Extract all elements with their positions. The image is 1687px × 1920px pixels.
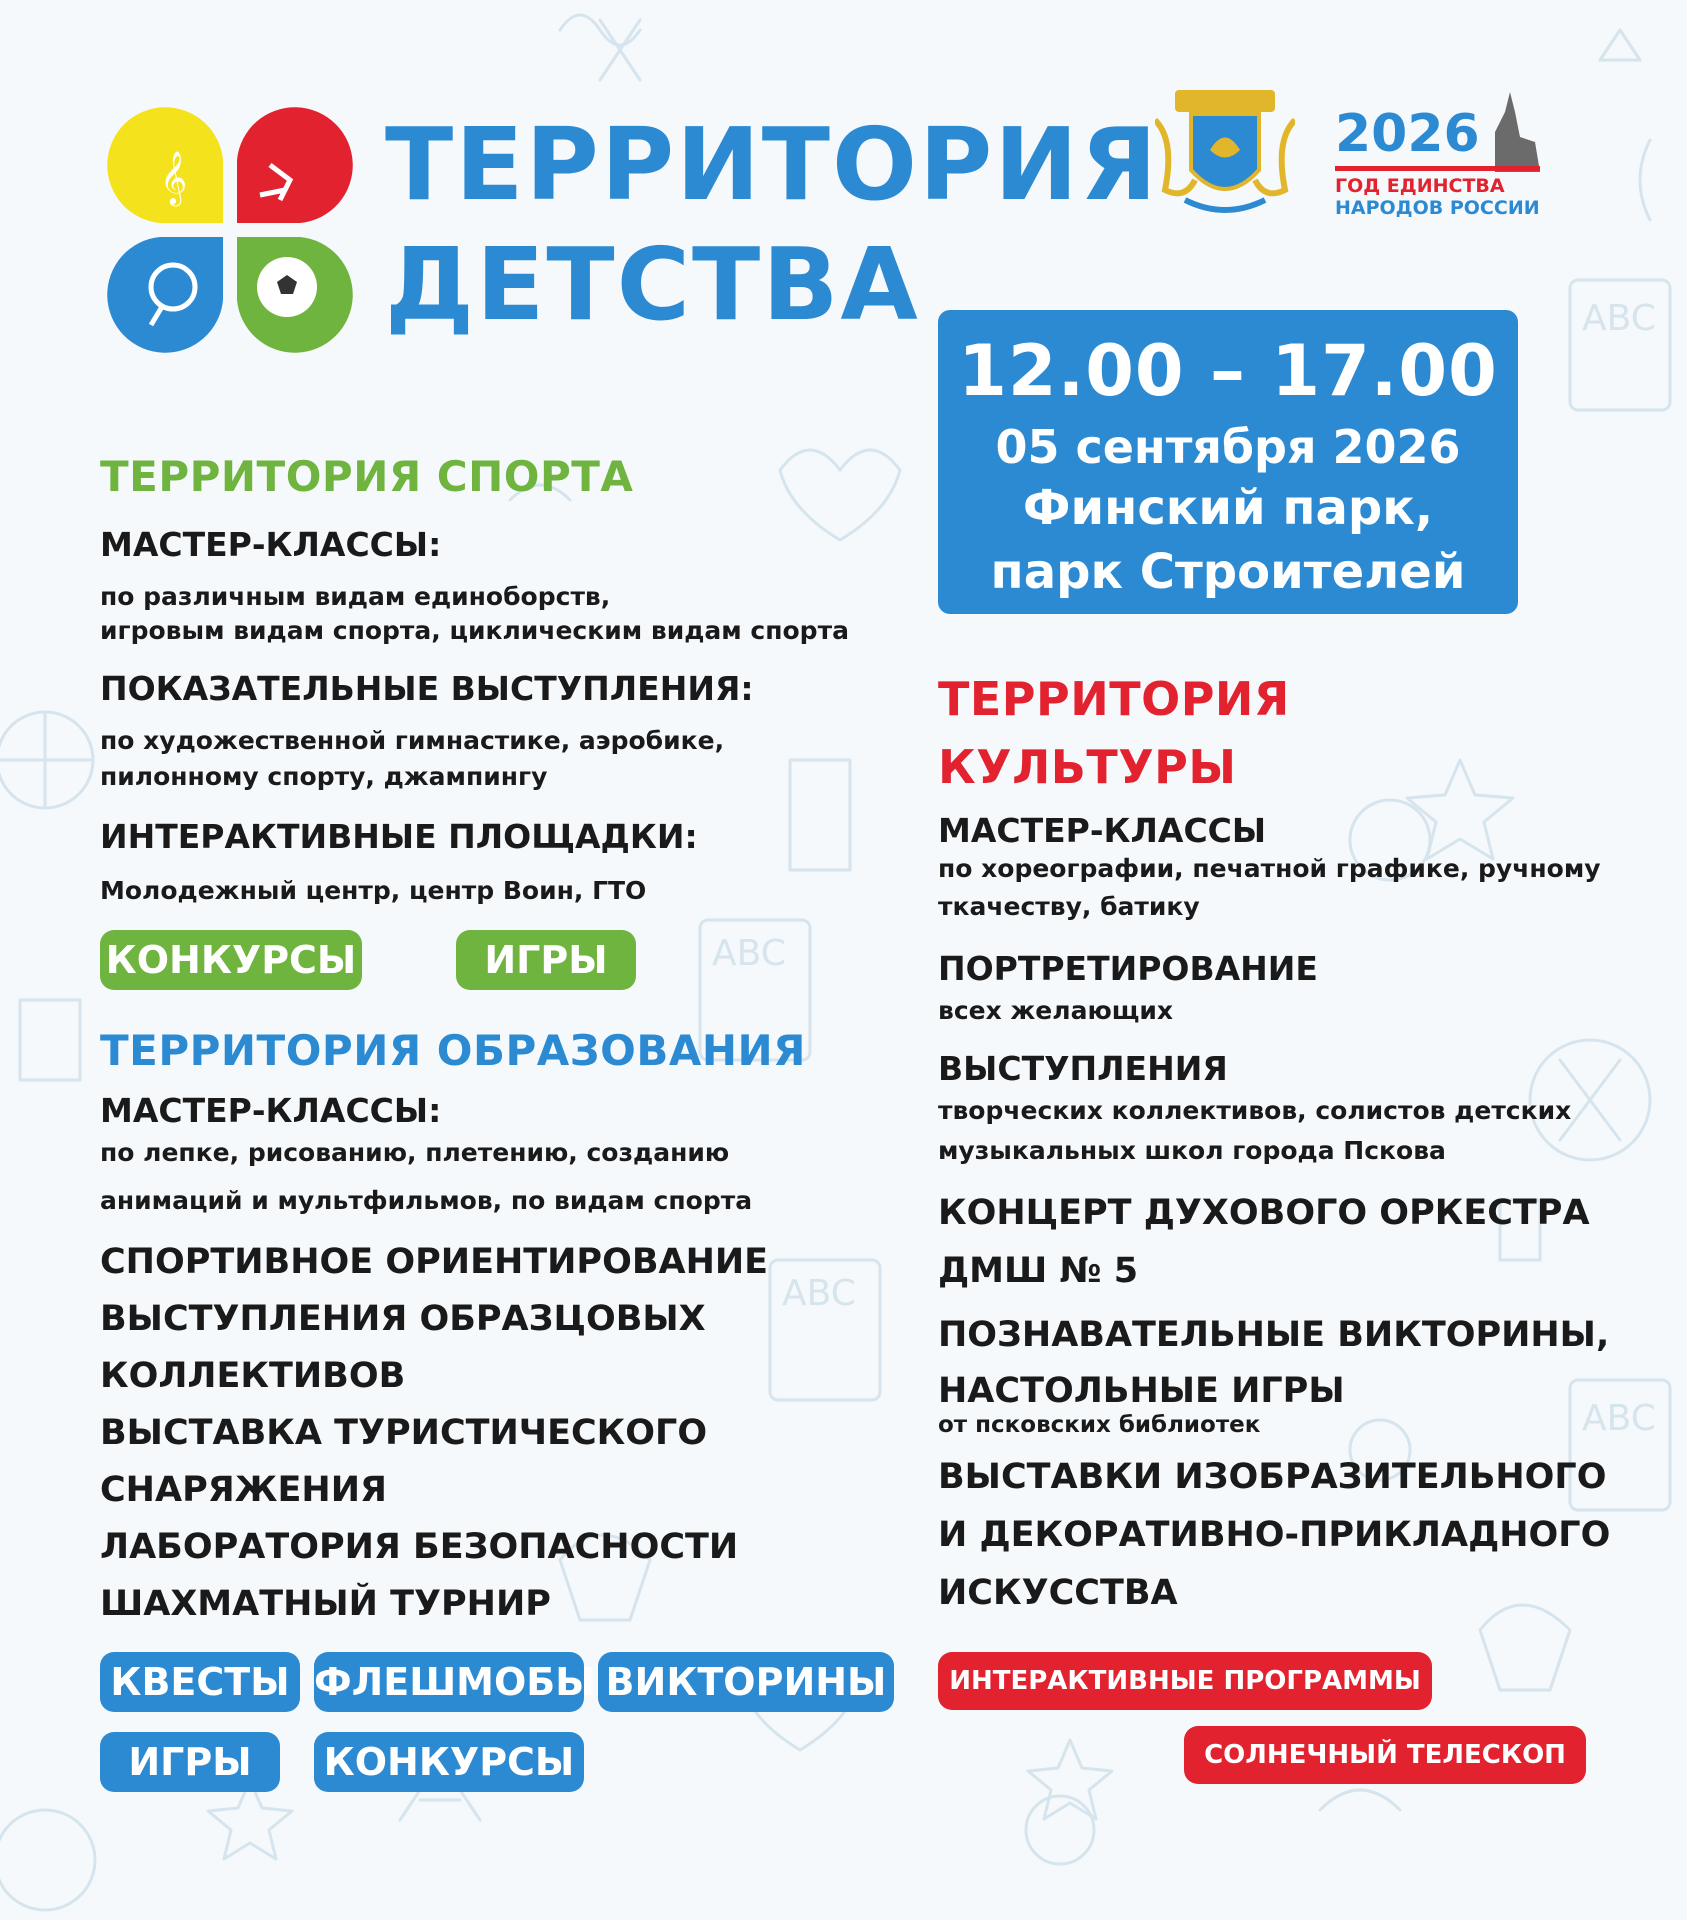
sport-interactive-label: ИНТЕРАКТИВНЫЕ ПЛОЩАДКИ: [100,817,698,856]
svg-text:ABC: ABC [712,933,786,974]
logo-petals-icon [105,105,355,355]
education-tag-games: ИГРЫ [100,1732,280,1792]
culture-portrait-text: всех желающих [938,996,1174,1025]
sport-shows-line2: пилонному спорту, джампингу [100,762,548,791]
culture-exhibition-line2: И ДЕКОРАТИВНО-ПРИКЛАДНОГО [938,1515,1611,1555]
education-tag-flashmobs: ФЛЕШМОБЫ [314,1652,584,1712]
event-time: 12.00 – 17.00 [958,330,1498,412]
culture-portrait-label: ПОРТРЕТИРОВАНИЕ [938,949,1318,988]
culture-performances-line1: творческих коллективов, солистов детских [938,1096,1572,1125]
coat-of-arms-icon [1155,90,1295,216]
list-item: ШАХМАТНЫЙ ТУРНИР [100,1584,551,1624]
logo [105,105,355,355]
sport-tag-games: ИГРЫ [456,930,636,990]
svg-text:ABC: ABC [782,1273,856,1314]
list-item: СНАРЯЖЕНИЯ [100,1470,387,1510]
culture-masterclasses-label: МАСТЕР-КЛАССЫ [938,811,1267,850]
event-info-box [938,310,1518,614]
list-item: ВЫСТУПЛЕНИЯ ОБРАЗЦОВЫХ [100,1299,706,1339]
sport-shows-label: ПОКАЗАТЕЛЬНЫЕ ВЫСТУПЛЕНИЯ: [100,669,754,708]
education-tag-contests: КОНКУРСЫ [314,1732,584,1792]
list-item: ВЫСТАВКА ТУРИСТИЧЕСКОГО [100,1413,708,1453]
year-logo-line2: НАРОДОВ РОССИИ [1335,197,1540,219]
culture-exhibition-line3: ИСКУССТВА [938,1573,1178,1613]
culture-performances-line2: музыкальных школ города Пскова [938,1136,1446,1165]
event-date: 05 сентября 2026 [995,420,1461,474]
culture-quiz-line1: ПОЗНАВАТЕЛЬНЫЕ ВИКТОРИНЫ, [938,1315,1610,1355]
education-tag-quizzes: ВИКТОРИНЫ [598,1652,894,1712]
year-of-unity-logo [1335,92,1545,222]
page-title-line1: ТЕРРИТОРИЯ [385,106,1160,223]
monument-icon [1485,92,1545,172]
culture-concert-line1: КОНЦЕРТ ДУХОВОГО ОРКЕСТРА [938,1193,1590,1233]
list-item: ЛАБОРАТОРИЯ БЕЗОПАСНОСТИ [100,1527,739,1567]
education-masterclasses-label: МАСТЕР-КЛАССЫ: [100,1091,442,1130]
sport-masterclasses-line1: по различным видам единоборств, [100,582,611,611]
education-items-list [100,1234,768,1633]
culture-quiz-line2: НАСТОЛЬНЫЕ ИГРЫ [938,1371,1345,1411]
culture-masterclasses-line1: по хореографии, печатной графике, ручному [938,854,1601,883]
event-place-line1: Финский парк, [1022,480,1434,536]
culture-section-title-line1: ТЕРРИТОРИЯ [938,672,1290,726]
culture-performances-label: ВЫСТУПЛЕНИЯ [938,1049,1228,1088]
culture-quiz-text: от псковских библиотек [938,1412,1261,1438]
culture-exhibition-line1: ВЫСТАВКИ ИЗОБРАЗИТЕЛЬНОГО [938,1457,1607,1497]
culture-tag-solar-telescope: СОЛНЕЧНЫЙ ТЕЛЕСКОП [1184,1726,1586,1784]
svg-text:𝄞: 𝄞 [160,150,188,204]
sport-masterclasses-label: МАСТЕР-КЛАССЫ: [100,525,442,564]
education-tag-quests: КВЕСТЫ [100,1652,300,1712]
sport-section-title: ТЕРРИТОРИЯ СПОРТА [100,452,634,501]
education-masterclasses-line1: по лепке, рисованию, плетению, созданию [100,1138,730,1167]
page-title-line2: ДЕТСТВА [385,226,920,343]
list-item: КОЛЛЕКТИВОВ [100,1356,406,1396]
event-place-line2: парк Строителей [990,543,1466,600]
sport-tag-contests: КОНКУРСЫ [100,930,362,990]
svg-text:ABC: ABC [1582,1398,1656,1439]
sport-interactive-text: Молодежный центр, центр Воин, ГТО [100,876,647,905]
education-section-title: ТЕРРИТОРИЯ ОБРАЗОВАНИЯ [100,1026,807,1075]
divider [1335,166,1540,171]
year-logo-line1: ГОД ЕДИНСТВА [1335,175,1505,197]
culture-masterclasses-line2: ткачеству, батику [938,892,1200,921]
culture-section-title-line2: КУЛЬТУРЫ [938,740,1237,794]
list-item: СПОРТИВНОЕ ОРИЕНТИРОВАНИЕ [100,1242,769,1282]
svg-text:ABC: ABC [1582,298,1656,339]
sport-masterclasses-line2: игровым видам спорта, циклическим видам спорта [100,616,849,645]
culture-concert-line2: ДМШ № 5 [938,1251,1139,1291]
year-text: 2026 [1335,104,1480,164]
education-masterclasses-line2: анимаций и мультфильмов, по видам спорта [100,1186,753,1215]
culture-tag-interactive-programs: ИНТЕРАКТИВНЫЕ ПРОГРАММЫ [938,1652,1432,1710]
sport-shows-line1: по художественной гимнастике, аэробике, [100,726,725,755]
